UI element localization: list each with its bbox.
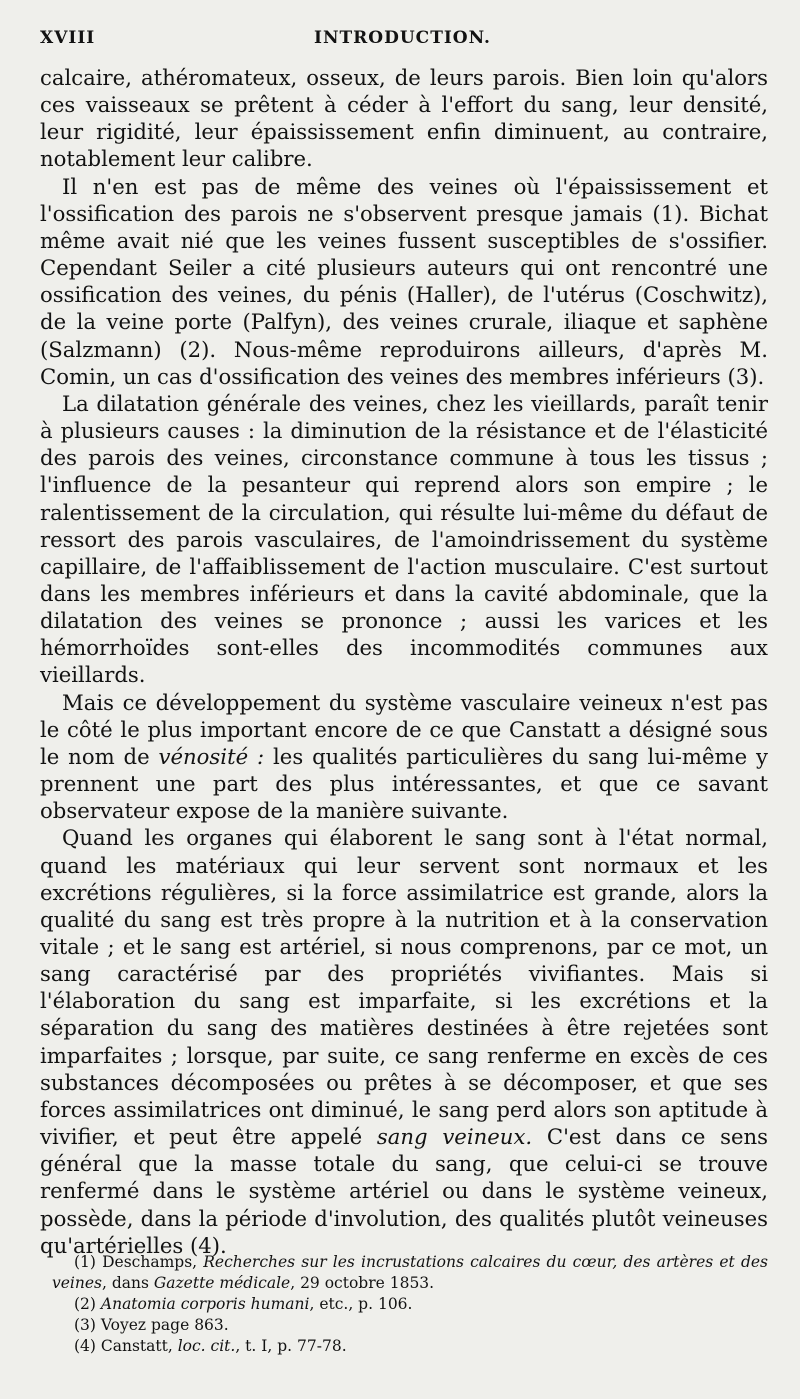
paragraph-4 bbox=[40, 689, 768, 825]
paragraph-4-emphasis: vénosité : bbox=[158, 743, 265, 769]
page-header bbox=[40, 28, 765, 58]
footnote-1-text-a: (1) Deschamps, bbox=[74, 1253, 204, 1271]
footnote-2-title: Anatomia corporis humani bbox=[100, 1295, 310, 1313]
footnotes bbox=[52, 1252, 768, 1357]
footnote-4-reference: loc. cit. bbox=[177, 1337, 236, 1355]
footnote-2 bbox=[52, 1294, 768, 1315]
paragraph-5-text-b: C'est dans ce sens général que la masse totale du sang, que celui-ci se trouve renfermé dans le système artériel ou dans le système veineux, possède, dans la période d'involution, des qualités plutôt veineuses qu'artérielles (4). bbox=[40, 1124, 768, 1258]
footnote-1-text-b: , dans bbox=[102, 1274, 154, 1292]
footnote-1-title: Recherches sur les incrustations calcaires du cœur, des artères et des veines bbox=[52, 1253, 768, 1292]
footnote-4-text-b: , t. I, p. 77-78. bbox=[235, 1337, 347, 1355]
paragraph-5-text-a: Quand les organes qui élaborent le sang sont à l'état normal, quand les matériaux qui leur servent sont normaux et les excrétions régulières, si la force assimilatrice est grande, alors la qualité du sang est très propre à la nutrition et à la conservation vitale ; et le sang est artériel, si nous comprenons, par ce mot, un sang caractérisé par des propriétés vivifiantes. Mais si l'élaboration du sang est imparfaite, si les excrétions et la séparation du sang des matières destinées à être rejetées sont imparfaites ; lorsque, par suite, ce sang renferme en excès de ces substances décomposées ou prêtes à se décomposer, et que ses forces assimilatrices ont diminué, le sang perd alors son aptitude à vivifier, et peut être appelé bbox=[40, 825, 768, 1150]
paragraph-3: La dilatation générale des veines, chez les vieillards, paraît tenir à plusieurs causes : la diminution de la résistance et de l'élasticité des parois des veines, circonstance commune à tous les tissus ; l'influence de la pesanteur qui reprend alors son empire ; le ralentissement de la circulation, qui résulte lui-même du défaut de ressort des parois vasculaires, de l'amoindrissement du système capillaire, de l'affaiblissement de l'action musculaire. C'est surtout dans les membres inférieurs et dans la cavité abdominale, que la dilatation des veines se prononce ; aussi les varices et les hémorrhoïdes sont-elles des incommodités communes aux vieillards. bbox=[40, 390, 768, 688]
footnote-3: (3) Voyez page 863. bbox=[74, 1316, 229, 1334]
paragraph-4-text-b: les qualités particulières du sang lui-même y prennent une part des plus intéressantes, et que ce savant observateur expose de la manière suivante. bbox=[40, 743, 768, 824]
paragraph-1: calcaire, athéromateux, osseux, de leurs parois. Bien loin qu'alors ces vaisseaux se prêtent à céder à l'effort du sang, leur densité, leur rigidité, leur épaississement enfin diminuent, au contraire, notablement leur calibre. bbox=[40, 65, 768, 172]
paragraph-5 bbox=[40, 824, 768, 1259]
paragraph-5-emphasis: sang veineux. bbox=[376, 1124, 533, 1150]
paragraph-4-text-a: Mais ce développement du système vasculaire veineux n'est pas le côté le plus important encore de ce que Canstatt a désigné sous le nom de bbox=[40, 689, 768, 769]
footnote-1-text-c: , 29 octobre 1853. bbox=[290, 1274, 435, 1292]
footnote-2-text-b: , etc., p. 106. bbox=[309, 1295, 413, 1313]
page-number: XVIII bbox=[40, 28, 96, 48]
footnote-4 bbox=[52, 1336, 768, 1357]
footnote-1-journal: Gazette médicale bbox=[153, 1274, 291, 1292]
footnote-4-text-a: (4) Canstatt, bbox=[74, 1337, 178, 1355]
footnote-2-text-a: (2) bbox=[74, 1295, 101, 1313]
paragraph-2: Il n'en est pas de même des veines où l'épaississement et l'ossification des parois ne s'observent presque jamais (1). Bichat même avait nié que les veines fussent susceptibles de s'ossifier. Cependant Seiler a cité plusieurs auteurs qui ont rencontré une ossification des veines, du pénis (Haller), de l'utérus (Coschwitz), de la veine porte (Palfyn), des veines crurale, iliaque et saphène (Salzmann) (2). Nous-même reproduirons ailleurs, d'après M. Comin, un cas d'ossification des veines des membres inférieurs (3). bbox=[40, 173, 768, 389]
body-text bbox=[40, 64, 768, 1259]
running-title: INTRODUCTION. bbox=[314, 28, 491, 48]
footnote-1 bbox=[52, 1252, 768, 1294]
